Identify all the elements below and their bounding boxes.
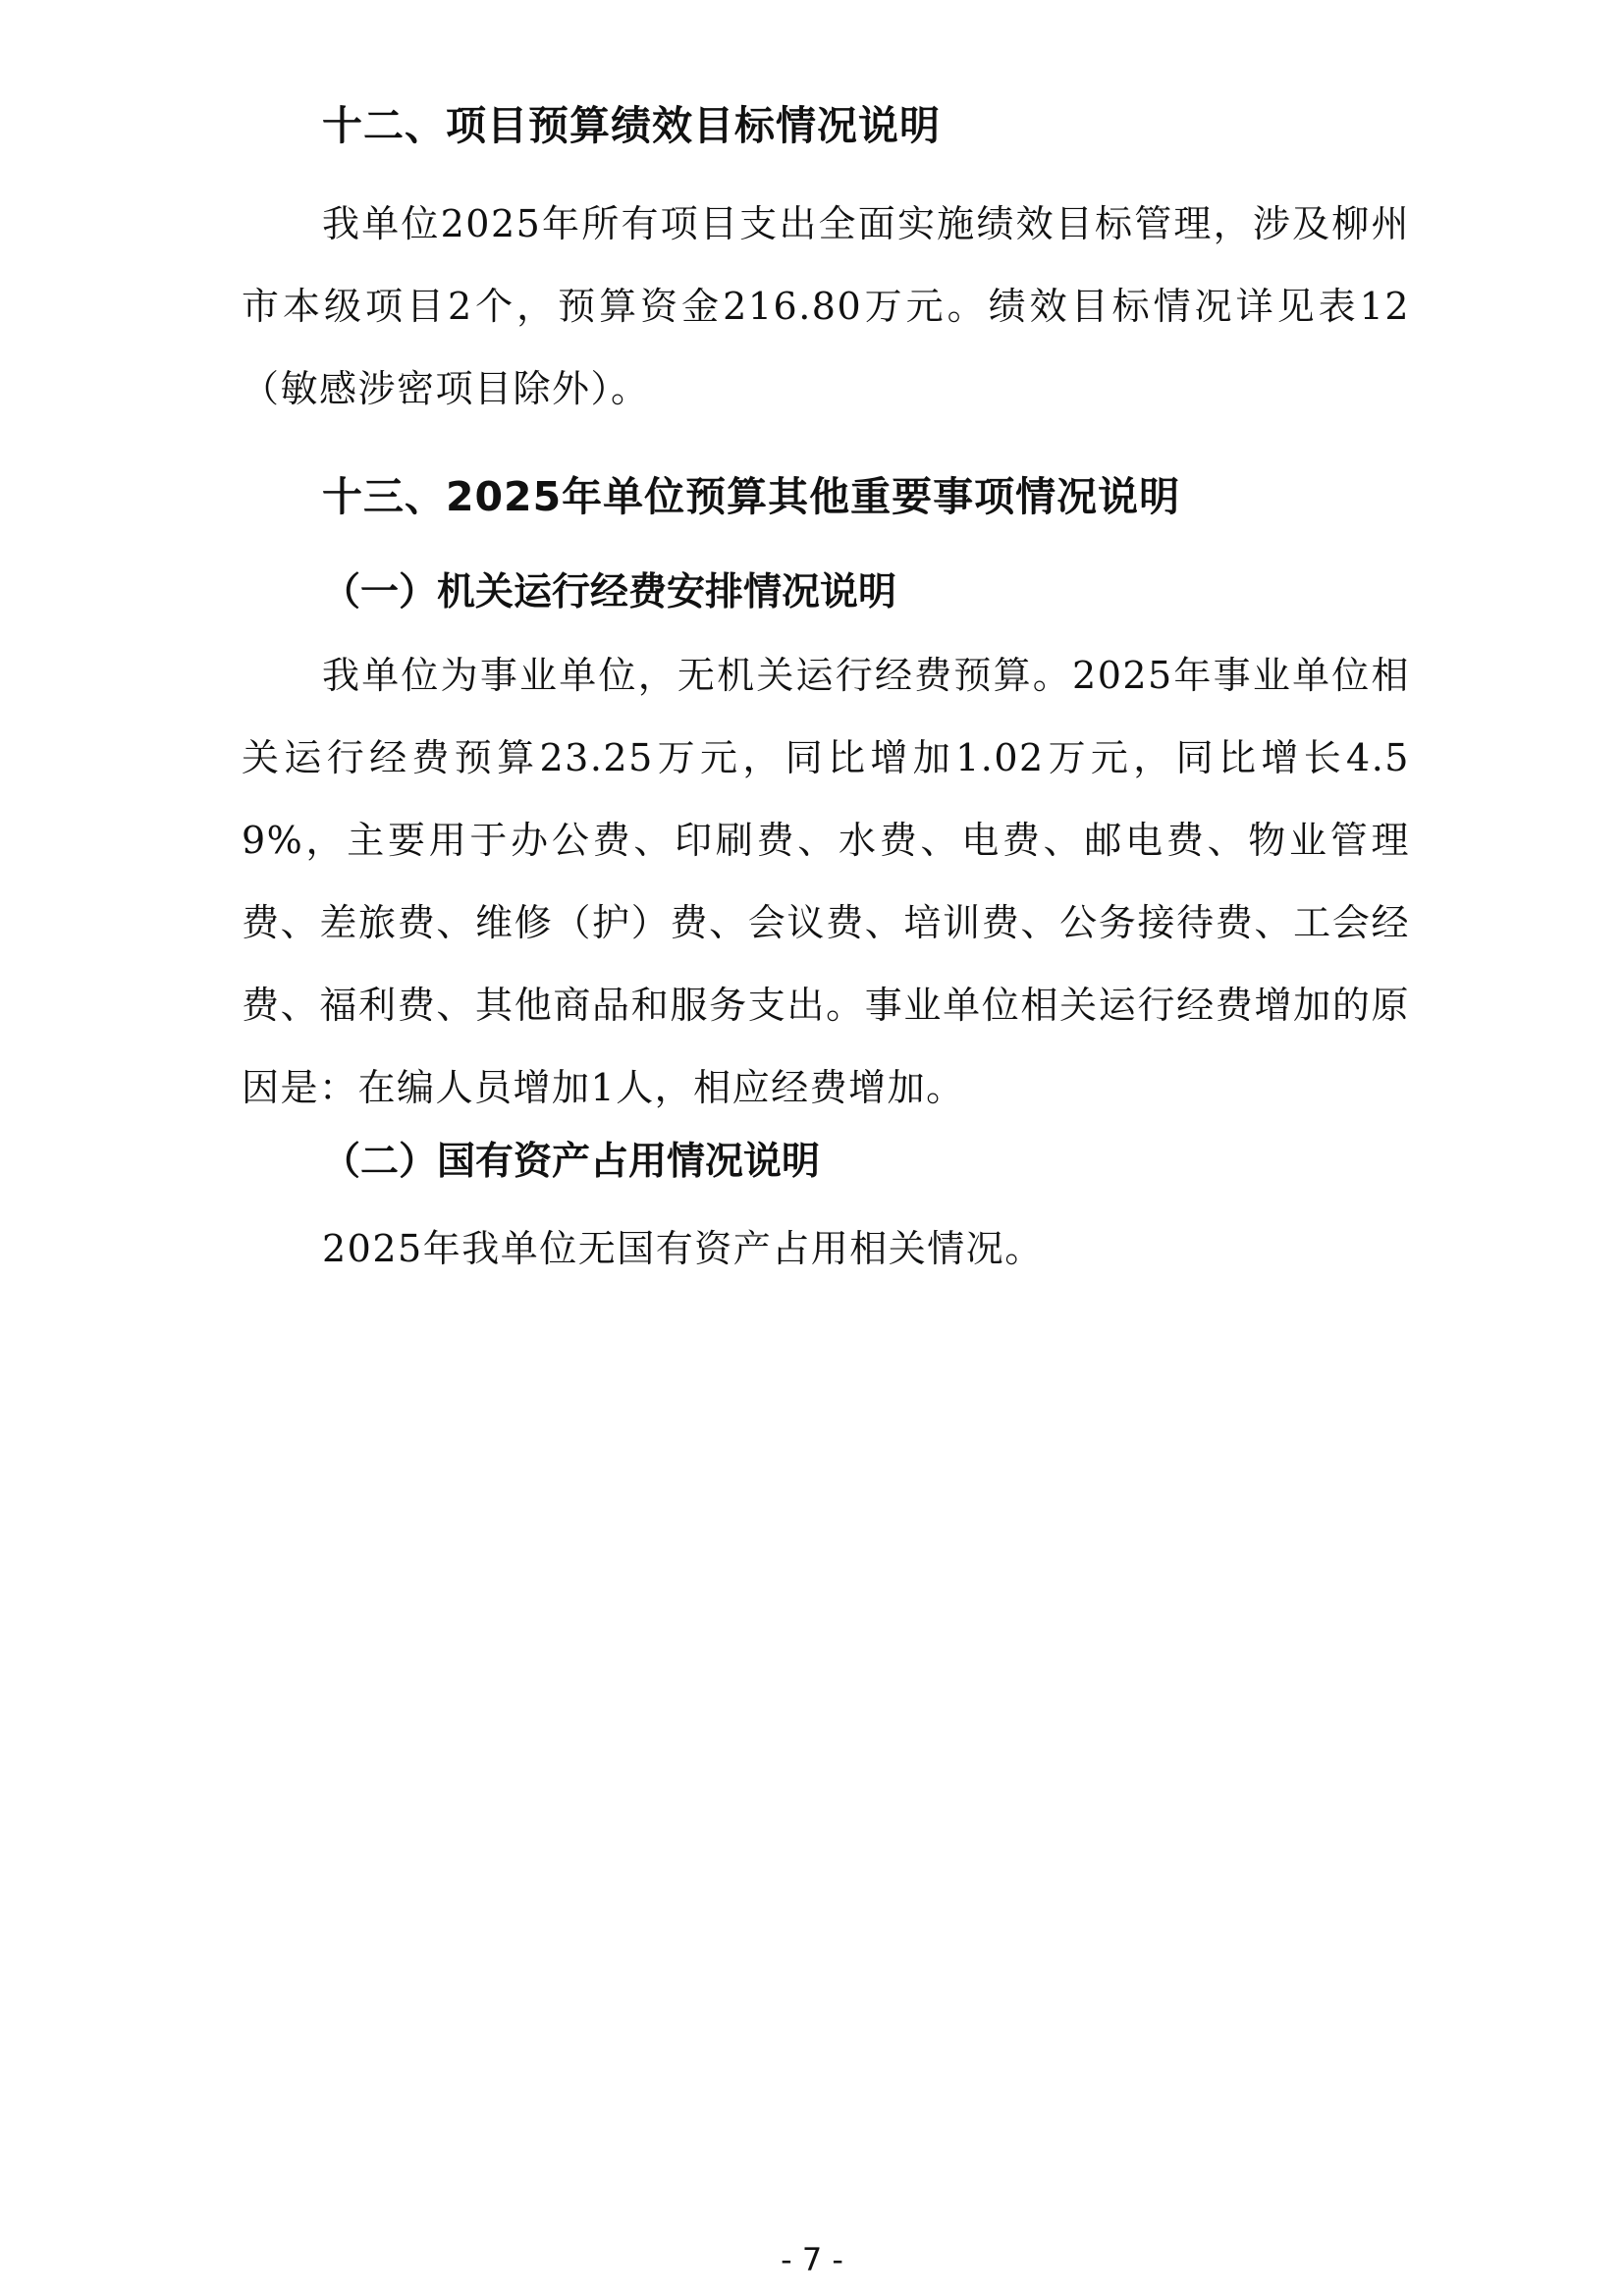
subsection-2-heading: （二）国有资产占用情况说明 bbox=[322, 1140, 821, 1184]
document-body bbox=[242, 98, 1410, 1290]
section-13-heading: 十三、2025年单位预算其他重要事项情况说明 bbox=[322, 473, 1181, 520]
subsection-1-paragraph: 我单位为事业单位，无机关运行经费预算。2025年事业单位相关运行经费预算23.25万元，同比增加1.02万元，同比增长4.59%，主要用于办公费、印刷费、水费、电费、邮电费、物业管理费、差旅费、维修（护）费、会议费、培训费、公务接待费、工会经费、福利费、其他商品和服务支出。事业单位相关运行经费增加的原因是：在编人员增加1人，相应经费增加。 bbox=[242, 654, 1410, 1109]
section-12-heading: 十二、项目预算绩效目标情况说明 bbox=[322, 102, 941, 149]
subsection-1-heading: （一）机关运行经费安排情况说明 bbox=[322, 570, 897, 614]
subsection-2-paragraph: 2025年我单位无国有资产占用相关情况。 bbox=[322, 1227, 1044, 1270]
page-number: - 7 - bbox=[781, 2241, 843, 2278]
section-12-paragraph: 我单位2025年所有项目支出全面实施绩效目标管理，涉及柳州市本级项目2个，预算资金216.80万元。绩效目标情况详见表12（敏感涉密项目除外）。 bbox=[242, 202, 1410, 410]
